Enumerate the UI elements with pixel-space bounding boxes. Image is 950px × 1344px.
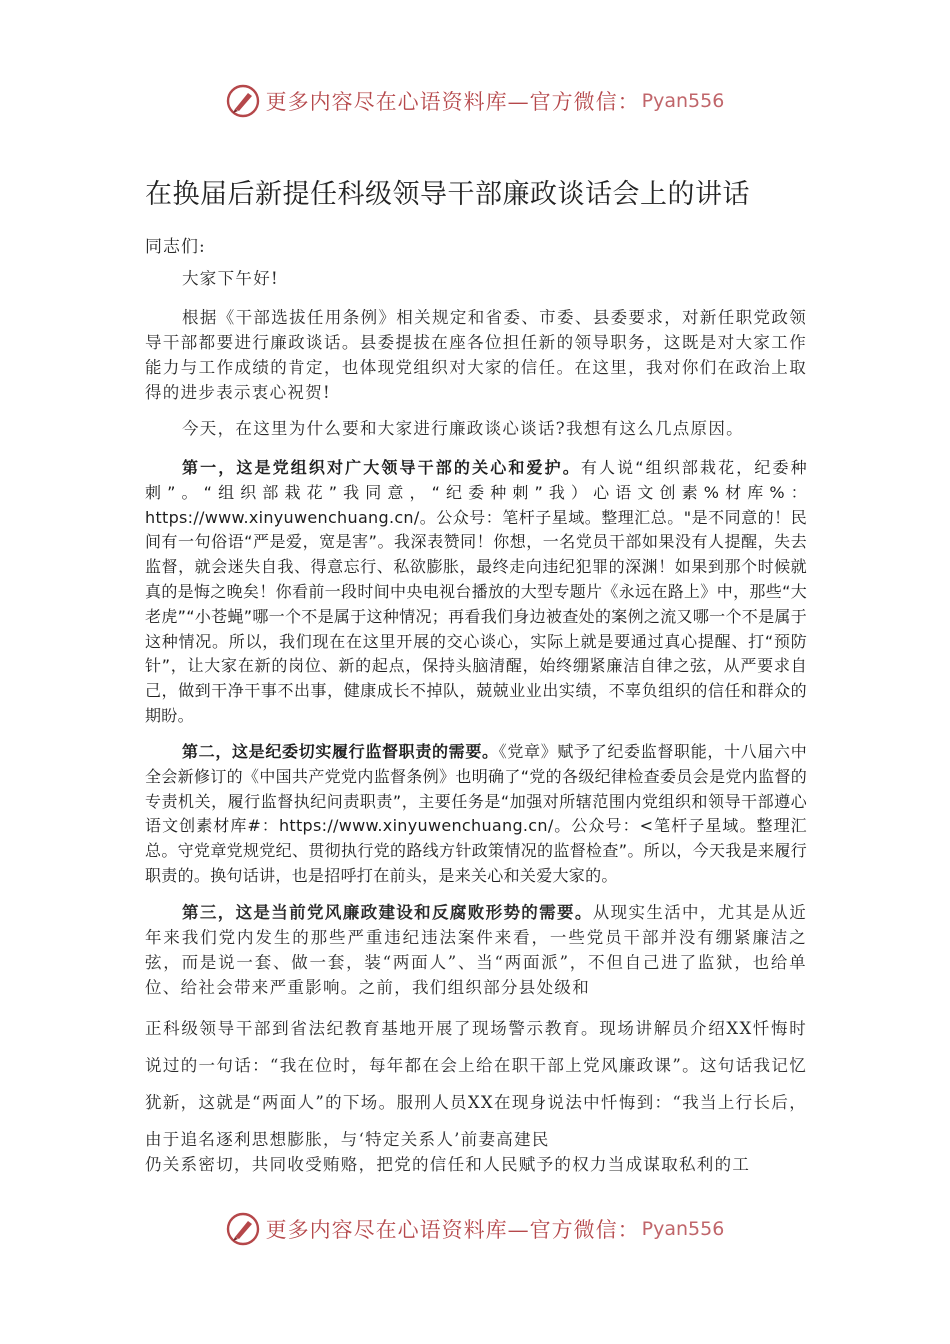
third-point-heading: 第三，这是当前党风廉政建设和反腐败形势的需要。 [182,903,593,922]
banner-text: 更多内容尽在心语资料库—官方微信： [265,90,640,114]
page-title: 在换届后新提任科级领导干部廉政谈话会上的讲话 [145,179,750,210]
first-point-body: 有人说“组织部栽花，纪委种刺”。“组织部栽花”我同意，“纪委种刺”我）心语文创素%材库%：https://www.xinyuwenchuang.cn/。公众号：笔杆子星域。整理汇总。"是不同意的！民间有一句俗语“严是爱，宽是害”。我深表赞同！你想，一名党员干部如果没有人提醒，失去监督，就会迷失自我、得意忘行、私欲膨胀，最终走向违纪犯罪的深渊！如果到那个时候就真的是悔之晚矣！你看前一段时间中央电视台播放的大型专题片《永远在路上》中，那些“大老虎”“小苍蝇”哪一个不是属于这种情况；再看我们身边被查处的案例之流又哪一个不是属于这种情况。所以，我们现在在这里开展的交心谈心，实际上就是要通过真心提醒、打“预防针”，让大家在新的岗位、新的起点，保持头脑清醒，始终绷紧廉洁自律之弦，从严要求自己，做到干净干事不出事，健康成长不掉队，兢兢业业出实绩，不辜负组织的信任和群众的期盼。 [145,458,807,725]
header-banner [0,84,950,118]
paragraph-third-point-end: 仍关系密切，共同收受贿赂，把党的信任和人民赋予的权力当成谋取私利的工 [145,1155,751,1174]
paragraph-third-point-continued: 正科级领导干部到省法纪教育基地开展了现场警示教育。现场讲解员介绍XX忏悔时说过的一句话：“我在位时，每年都在会上给在职干部上党风廉政课”。这句话我记忆犹新，这就是“两面人”的下场。服刑人员XX在现身说法中忏悔到：“我当上行长后，由于追名逐利思想膨胀，与‘特定关系人’前妻高建民 [145,1019,807,1149]
paragraph-greeting: 大家下午好! [182,269,279,288]
banner-text: 更多内容尽在心语资料库—官方微信： [265,1218,640,1242]
paragraph-reasons: 今天，在这里为什么要和大家进行廉政谈心谈话?我想有这么几点原因。 [182,419,744,438]
footer-banner [0,1212,950,1246]
pen-logo-icon [226,84,260,118]
paragraph-first-point [145,456,807,729]
paragraph-third-point [145,900,807,1000]
third-point-body: 从现实生活中，尤其是从近年来我们党内发生的那些严重违纪违法案件来看，一些党员干部并没有绷紧廉洁之弦，而是说一套、做一套，装“两面人”、当“两面派”，不但自己进了监狱，也给单位、给社会带来严重影响。之前，我们组织部分县处级和 [145,903,807,997]
first-point-heading: 第一，这是党组织对广大领导干部的关心和爱护。 [182,458,581,477]
second-point-heading: 第二，这是纪委切实履行监督职责的需要。 [182,742,499,761]
banner-wechat-id: Pyan556 [641,1218,725,1240]
second-point-body: 《党章》赋予了纪委监督职能，十八届六中全会新修订的《中国共产党党内监督条例》也明确了“党的各级纪律检查委员会是党内监督的专责机关，履行监督执纪问责职责”，主要任务是“加强对所辖范围内党组织和领导干部遵心语文创素材库#：https://www.xinyuwenchuang.cn/。公众号：<笔杆子星域。整理汇总。守党章党规党纪、贯彻执行党的路线方针政策情况的监督检查”。所以，今天我是来履行职责的。换句话讲，也是招呼打在前头，是来关心和关爱大家的。 [145,742,808,885]
salutation: 同志们: [145,237,206,257]
pen-logo-icon [226,1212,260,1246]
paragraph-intro: 根据《干部选拔任用条例》相关规定和省委、市委、县委要求，对新任职党政领导干部都要进行廉政谈话。县委提拔在座各位担任新的领导职务，这既是对大家工作能力与工作成绩的肯定，也体现党组织对大家的信任。在这里，我对你们在政治上取得的进步表示衷心祝贺! [145,308,807,402]
paragraph-second-point [145,740,807,889]
banner-wechat-id: Pyan556 [641,90,725,112]
